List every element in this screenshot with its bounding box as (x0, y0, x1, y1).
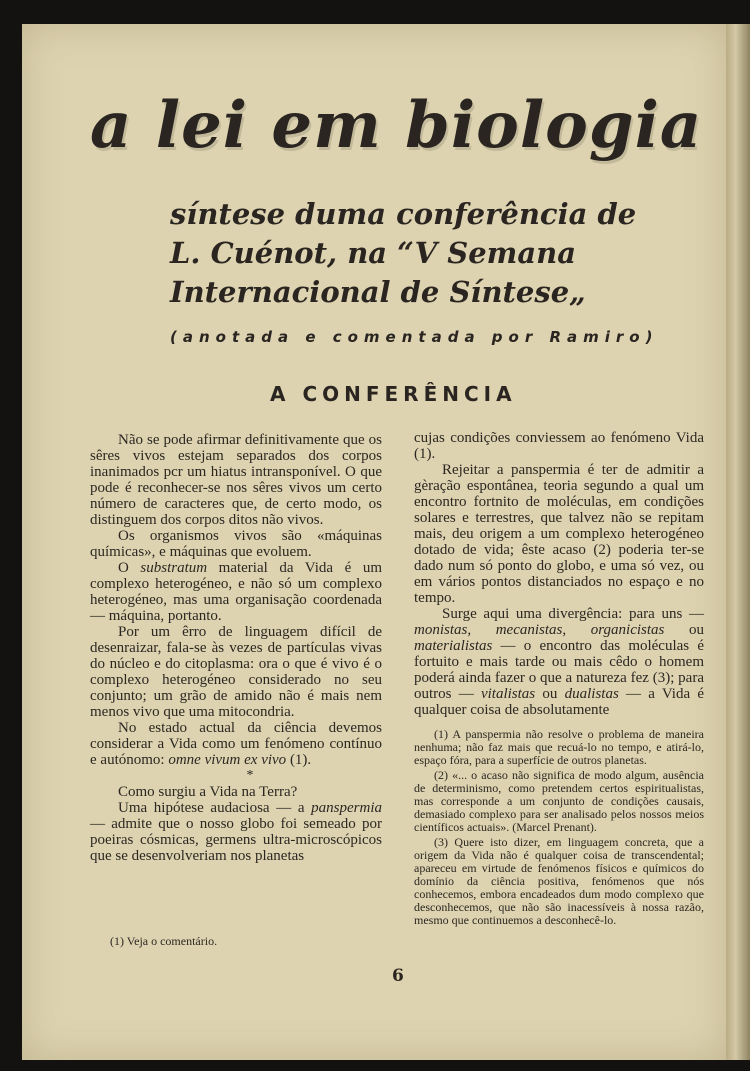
footnote: (1) A panspermia não resolve o problema de maneira nenhuma; não faz mais que recuá-lo no tempo, e atirá-lo, espaço fóra, para a superfície de outros planetas. (414, 727, 704, 767)
paragraph (90, 800, 382, 864)
page-number: 6 (392, 966, 404, 986)
paragraph (90, 560, 382, 624)
section-heading: A CONFERÊNCIA (270, 382, 517, 406)
italic-term: omne vivum ex vivo (168, 752, 287, 768)
text-run: No estado actual da ciência devemos considerar a Vida como um fenómeno contínuo e autónomo: (90, 720, 382, 768)
annotation-credit: (anotada e comentada por Ramiro) (170, 328, 659, 346)
text-run: Surge aqui uma divergência: para uns — (442, 606, 704, 622)
text-run: material da Vida é um complexo heterogéneo, e não só um complexo heterogéneo, mas uma organisação coordenada — máquina, portanto. (90, 560, 383, 624)
footnote: (3) Quere isto dizer, em linguagem concreta, que a origem da Vida não é qualquer coisa de transcendental; apareceu em virtude de fenómenos físicos e químicos do domínio da ciência positiva, fenómenos que nós conhecemos, embora encadeados dum modo complexo que desconhecemos, que não são inacessíveis à nossa razão, mesmo que continuemos a desconhecê-lo. (414, 835, 704, 927)
left-footnote: (1) Veja o comentário. (110, 934, 218, 948)
subtitle-line: síntese duma conferência de (170, 197, 637, 231)
text-run: (1). (286, 752, 312, 768)
paragraph: Rejeitar a panspermia é ter de admitir a gèração espontânea, teoria segundo a qual um encontro fortnito de moléculas, em condições solares e terrestres, que talvez não se repitam mais, deu origem a um complexo heterogéneo dotado de vida; êste acaso (2) poderia ter-se dado num só ponto do globo, e uma só vez, ou em vários pontos distanciados no espaço e no tempo. (414, 462, 704, 606)
left-column (90, 432, 382, 864)
text-run: — admite que o nosso globo foi semeado por poeiras cósmicas, germens ultra-microscópicos que se desenvolveriam nos planetas (90, 816, 382, 864)
text-run: ou (664, 622, 704, 638)
italic-term: materialistas (414, 638, 493, 654)
paragraph: Os organismos vivos são «máquinas químicas», e máquinas que evoluem. (90, 528, 382, 560)
paragraph (90, 720, 382, 768)
italic-term: dualistas (564, 686, 619, 702)
paragraph: Como surgiu a Vida na Terra? (118, 784, 298, 800)
text-run: — o encontro das moléculas é fortuito e mais tarde ou mais cêdo o homem poderá ainda fazer o que a natureza fez (3); para outros — (414, 638, 704, 702)
italic-term: panspermia (311, 800, 382, 816)
subtitle-line: L. Cuénot, na “V Semana (170, 236, 577, 270)
section-separator: * (246, 768, 254, 783)
paragraph: cujas condições conviessem ao fenómeno Vida (1). (414, 430, 704, 462)
page-edge (726, 24, 750, 1060)
footnote: (2) «... o acaso não significa de modo algum, ausência de determinismo, como pretendem certos espiritualistas, mas corresponde a um conjunto de condições causais, demasiado complexo para ser analisado pelos nossos meios científicos actuais». (Marcel Prenant). (414, 768, 704, 834)
right-column (414, 430, 704, 718)
article-title: a lei em biologia (90, 88, 703, 163)
italic-term: monistas, mecanistas, organicistas (414, 622, 665, 638)
paragraph: Por um êrro de linguagem difícil de desenraizar, fala-se às vezes de partículas vivas do núcleo e do citoplasma: ora o que é vivo é o complexo heterogéneo considerado no seu conjunto; um grão de amido não é mais nem menos vivo que uma mitocondria. (90, 624, 382, 720)
paragraph: Não se pode afirmar definitivamente que os sêres vivos estejam separados dos corpos inanimados pcr um hiatus intransponível. O que pode é reconhecer-se nos sêres vivos um certo número de caracteres que, de certo modo, os distinguem dos corpos ditos não vivos. (90, 432, 382, 528)
text-run: — a Vida é qualquer coisa de absolutamente (414, 686, 705, 718)
footnotes (414, 728, 704, 929)
paragraph (414, 606, 704, 718)
article-subtitle (170, 195, 690, 312)
subtitle-line: Internacional de Síntese„ (170, 275, 586, 309)
text-run: ou (535, 686, 565, 702)
italic-term: vitalistas (480, 686, 536, 702)
italic-term: substratum (140, 560, 208, 576)
text-run: Uma hipótese audaciosa — a (118, 800, 312, 816)
text-run: O (118, 560, 141, 576)
